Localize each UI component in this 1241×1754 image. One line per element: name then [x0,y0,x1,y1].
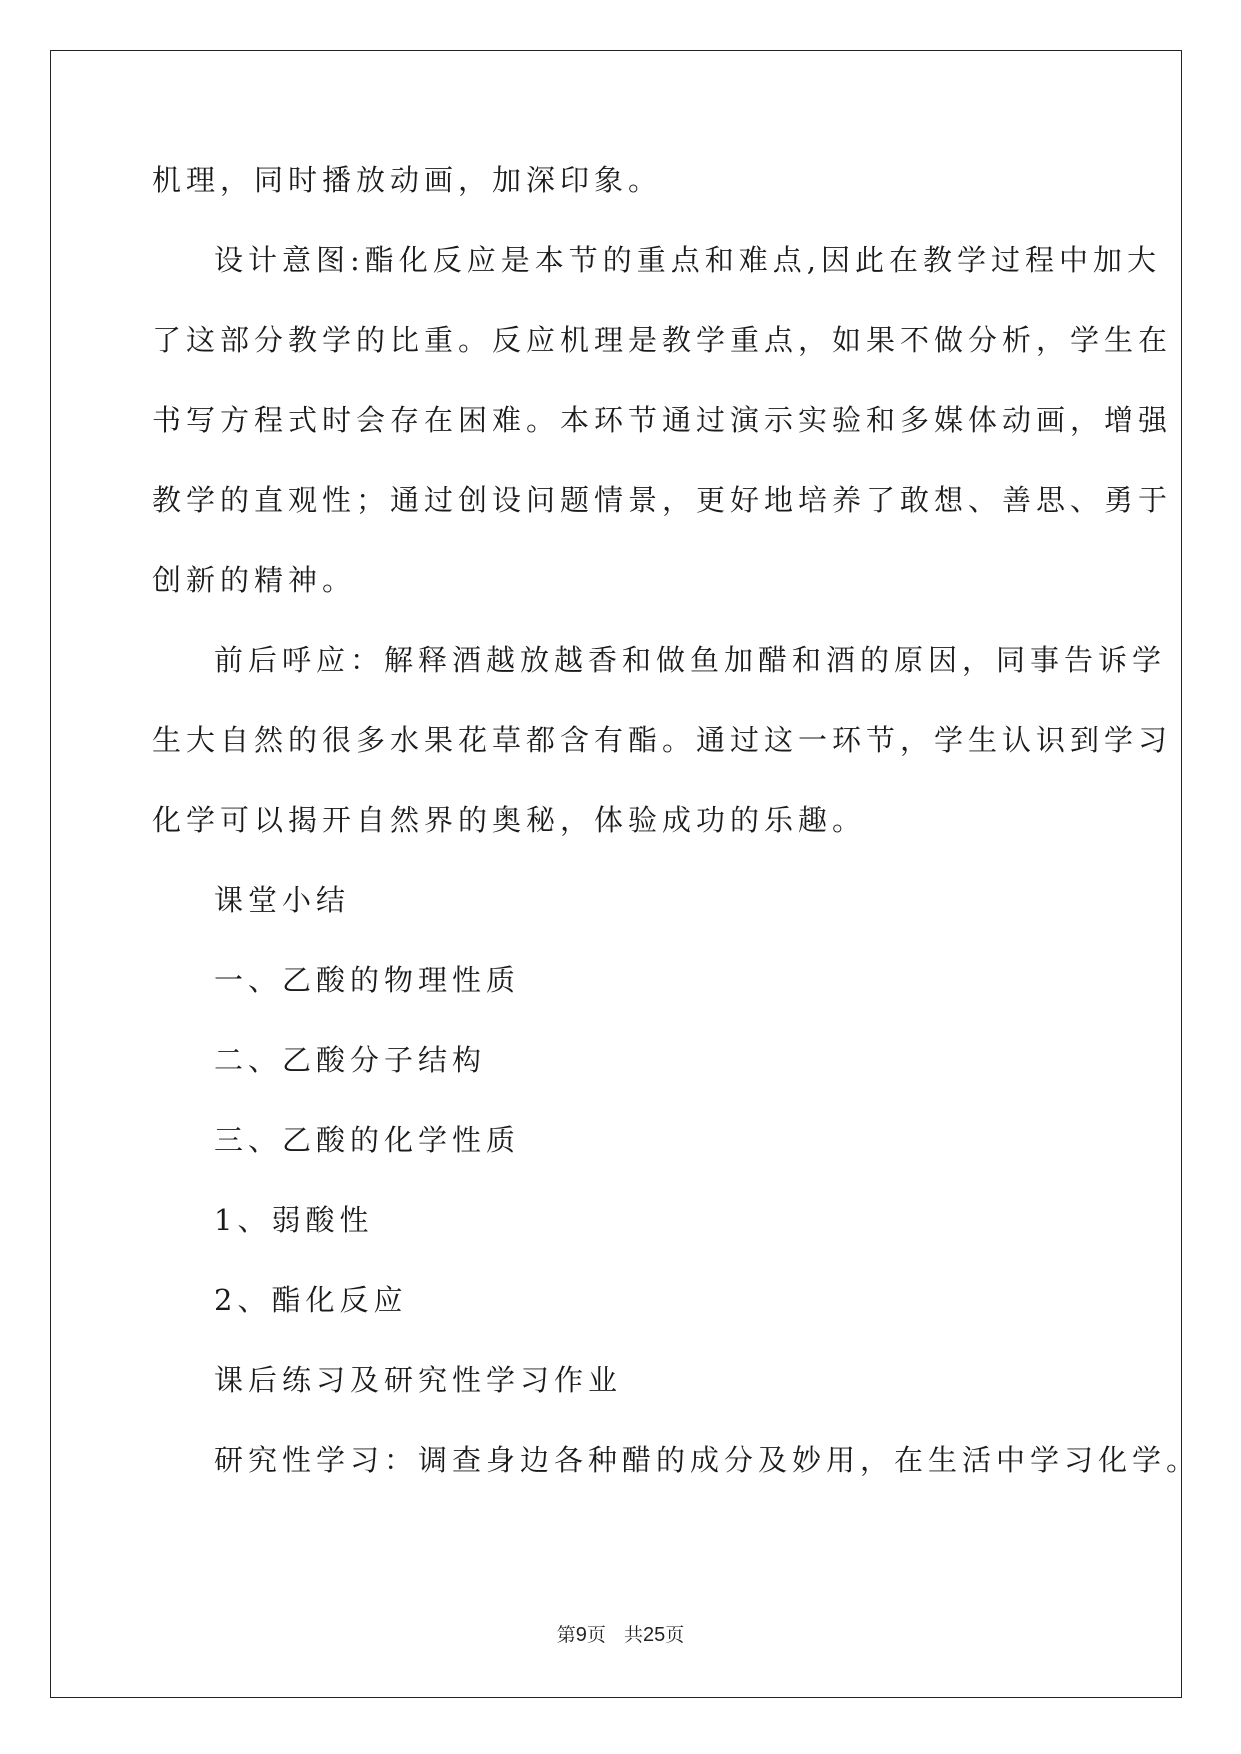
text-line: 研究性学习：调查身边各种醋的成分及妙用，在生活中学习化学。 [214,1443,1201,1477]
list-item: 三、乙酸的化学性质 [214,1123,521,1157]
total-label-prefix: 共 [624,1624,644,1646]
text-line: 生大自然的很多水果花草都含有酯。通过这一环节，学生认识到学习 [152,723,1173,757]
document-body [152,160,1201,1520]
text-line: 创新的精神。 [152,563,357,597]
text-line: 教学的直观性；通过创设问题情景，更好地培养了敢想、善思、勇于 [152,483,1173,517]
section-heading: 课堂小结 [214,883,351,917]
text-line: 书写方程式时会存在困难。本环节通过演示实验和多媒体动画，增强 [152,403,1173,437]
page-footer [0,1620,1241,1647]
list-item: 二、乙酸分子结构 [214,1043,487,1077]
section-heading: 课后练习及研究性学习作业 [214,1363,623,1397]
list-item: 2、酯化反应 [214,1283,408,1317]
page-number: 9 [575,1624,587,1646]
total-pages: 25 [643,1624,666,1646]
page-label-prefix: 第 [556,1624,576,1646]
text-line: 机理，同时播放动画，加深印象。 [152,163,663,197]
text-line: 前后呼应：解释酒越放越香和做鱼加醋和酒的原因，同事告诉学 [214,643,1167,677]
list-item: 1、弱酸性 [214,1203,374,1237]
text-line: 设计意图:酯化反应是本节的重点和难点,因此在教学过程中加大 [214,243,1161,277]
total-label-suffix: 页 [665,1624,685,1646]
text-line: 化学可以揭开自然界的奥秘，体验成功的乐趣。 [152,803,867,837]
text-line: 了这部分教学的比重。反应机理是教学重点，如果不做分析，学生在 [152,323,1173,357]
page-label-suffix: 页 [586,1624,606,1646]
list-item: 一、乙酸的物理性质 [214,963,521,997]
